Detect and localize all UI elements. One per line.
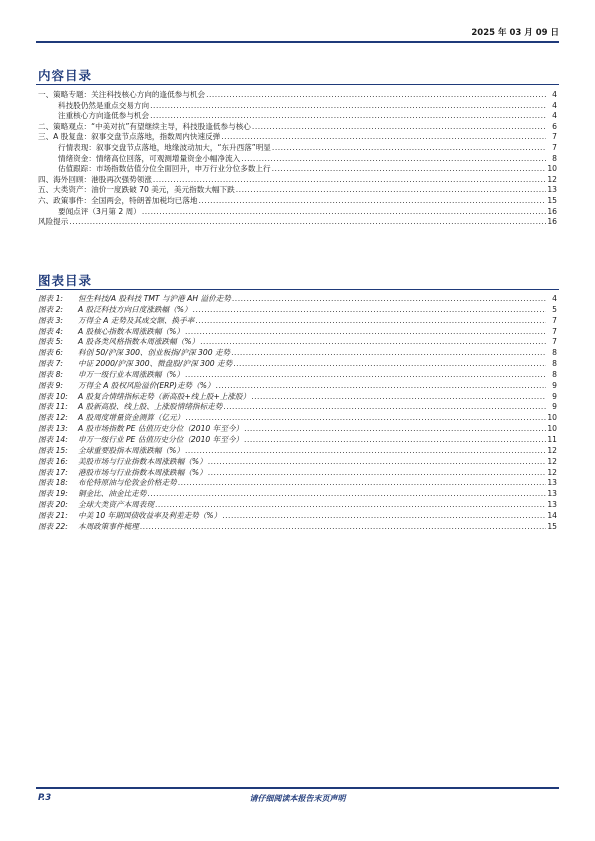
leader-dots [233, 359, 546, 370]
leader-dots [221, 132, 546, 143]
figure-text: 中美 10 年期国债收益率及利差走势（%） [78, 510, 222, 520]
toc-item-text: 科技股仍然是重点交易方向 [58, 100, 150, 110]
figure-item[interactable] [38, 457, 557, 468]
toc-item-text: 二、策略观点：“中美对抗”有望继续主导，科技股逢低参与核心 [38, 121, 251, 131]
figure-item[interactable] [38, 305, 557, 316]
figure-text: A 股周度增量资金测算（亿元） [78, 413, 185, 423]
toc-item[interactable] [38, 154, 557, 165]
figure-page: 9 [552, 402, 557, 412]
figure-item[interactable] [38, 402, 557, 413]
toc-item-page: 8 [552, 153, 557, 163]
figure-page: 5 [552, 304, 557, 314]
figure-item[interactable] [38, 424, 557, 435]
figures-title-rule [36, 289, 559, 290]
leader-dots [252, 122, 546, 133]
figure-text: 全球大类资产本周表现 [78, 500, 154, 510]
figure-label: 图表 17: [38, 467, 68, 477]
toc-item-text: 三、A 股复盘：叙事交盘节点落地，指数周内快速反弹 [38, 132, 221, 142]
figure-label: 图表 5: [38, 337, 63, 347]
footer-rule [36, 787, 559, 789]
toc-item-page: 4 [552, 90, 557, 99]
figure-label: 图表 8: [38, 369, 63, 379]
header-rule [36, 41, 559, 43]
figure-text: 铜金比、油金比走势 [78, 489, 147, 499]
figure-label: 图表 22: [38, 521, 68, 531]
toc-item-text: 风险提示 [38, 217, 69, 227]
figure-page: 11 [547, 434, 557, 444]
figure-text: 全球重要股指本周涨跌幅（%） [78, 445, 184, 455]
toc-item[interactable] [38, 175, 557, 186]
leader-dots [185, 446, 546, 457]
leader-dots [208, 468, 546, 479]
figure-page: 9 [552, 380, 557, 390]
figure-item[interactable] [38, 327, 557, 338]
figure-item[interactable] [38, 294, 557, 305]
figure-label: 图表 19: [38, 489, 68, 499]
leader-dots [222, 511, 546, 522]
leader-dots [206, 90, 546, 101]
toc-item[interactable] [38, 164, 557, 175]
figure-item[interactable] [38, 478, 557, 489]
figure-text: 港股市场与行业指数本周涨跌幅（%） [78, 467, 207, 477]
toc-item-page: 12 [547, 174, 557, 184]
toc-item-text: 估值跟踪：市场指数估值分位全面回升，申万行业分位多数上行 [58, 164, 271, 174]
toc-title-rule [36, 84, 559, 85]
figure-label: 图表 15: [38, 445, 68, 455]
toc-item-page: 13 [547, 185, 557, 195]
figure-text: 申万一级行业 PE 估值历史分位（2010 年至今） [78, 434, 244, 444]
toc-item-page: 6 [552, 121, 557, 131]
leader-dots [185, 327, 546, 338]
figure-page: 4 [552, 294, 557, 303]
toc-item-page: 4 [552, 100, 557, 110]
figure-text: 万得全 A 股权风险溢价(ERP)走势（%） [78, 380, 215, 390]
figures-title: 图表目录 [38, 273, 93, 288]
figure-page: 14 [547, 510, 557, 520]
figure-item[interactable] [38, 511, 557, 522]
figure-label: 图表 2: [38, 304, 63, 314]
toc-item-text: 情绪资金：情绪高位回落，可观测增量资金小幅净流入 [58, 153, 241, 163]
figure-item[interactable] [38, 381, 557, 392]
leader-dots [155, 500, 546, 511]
figure-label: 图表 18: [38, 478, 68, 488]
figure-page: 9 [552, 391, 557, 401]
leader-dots [140, 522, 546, 533]
figure-text: 恒生科技/A 股科技 TMT 与沪港 AH 溢价走势 [78, 294, 231, 303]
figure-label: 图表 7: [38, 359, 63, 369]
figure-text: A 股核心指数本周涨跌幅（%） [78, 326, 184, 336]
figure-item[interactable] [38, 468, 557, 479]
disclaimer-note: 请仔细阅读本报告末页声明 [249, 794, 346, 803]
figure-page: 12 [547, 456, 557, 466]
toc-item-page: 7 [552, 142, 557, 152]
figure-page: 7 [552, 326, 557, 336]
figure-page: 15 [547, 521, 557, 531]
leader-dots [208, 457, 546, 468]
toc-item[interactable] [38, 207, 557, 218]
figure-text: A 股各类风格指数本周涨跌幅（%） [78, 337, 200, 347]
figure-page: 13 [547, 478, 557, 488]
leader-dots [198, 196, 546, 207]
figure-label: 图表 20: [38, 500, 68, 510]
leader-dots [241, 154, 546, 165]
figure-text: A 股泛科技方向日度涨跌幅（%） [78, 304, 192, 314]
figure-label: 图表 10: [38, 391, 68, 401]
figure-label: 图表 16: [38, 456, 68, 466]
figure-page: 8 [552, 359, 557, 369]
leader-dots [185, 413, 546, 424]
figure-label: 图表 9: [38, 380, 63, 390]
figure-text: A 股市场指数 PE 估值历史分位（2010 年至今） [78, 424, 244, 434]
figure-label: 图表 6: [38, 348, 63, 358]
toc-item[interactable] [38, 217, 557, 228]
leader-dots [150, 111, 546, 122]
leader-dots [150, 101, 546, 112]
figure-item[interactable] [38, 435, 557, 446]
leader-dots [193, 305, 546, 316]
toc-title: 内容目录 [38, 68, 93, 83]
leader-dots [231, 348, 546, 359]
toc-item-page: 15 [547, 195, 557, 205]
figure-text: 科创 50/沪深 300、创业板指/沪深 300 走势 [78, 348, 231, 358]
figure-item[interactable] [38, 337, 557, 348]
figure-text: A 股复合情绪指标走势（新高股+线上股+上涨股） [78, 391, 251, 401]
leader-dots [244, 424, 546, 435]
figure-label: 图表 14: [38, 434, 68, 444]
leader-dots [178, 478, 546, 489]
figure-item[interactable] [38, 500, 557, 511]
figure-page: 8 [552, 369, 557, 379]
report-date: 2025 年 03 月 09 日 [471, 28, 559, 38]
leader-dots [195, 316, 546, 327]
leader-dots [185, 370, 546, 381]
figure-page: 8 [552, 348, 557, 358]
figure-page: 12 [547, 445, 557, 455]
toc-item-page: 10 [547, 164, 557, 174]
toc-item-page: 16 [547, 217, 557, 227]
figure-page: 7 [552, 337, 557, 347]
figure-text: 中证 2000/沪深 300、微盘股/沪深 300 走势 [78, 359, 233, 369]
leader-dots [147, 489, 546, 500]
figure-page: 13 [547, 500, 557, 510]
figure-item[interactable] [38, 348, 557, 359]
figure-label: 图表 1: [38, 294, 63, 303]
figure-item[interactable] [38, 522, 557, 533]
toc-item-text: 一、策略专题：关注科技核心方向的逢低参与机会 [38, 90, 206, 99]
figure-text: 布伦特原油与伦敦金价格走势 [78, 478, 177, 488]
leader-dots [232, 294, 546, 305]
leader-dots [272, 164, 546, 175]
toc-list [38, 90, 557, 228]
page-number: P.3 [38, 793, 52, 803]
toc-item-page: 16 [547, 206, 557, 216]
figure-item[interactable] [38, 446, 557, 457]
figure-label: 图表 3: [38, 315, 63, 325]
toc-item[interactable] [38, 101, 557, 112]
figure-item[interactable] [38, 316, 557, 327]
figure-page: 10 [547, 424, 557, 434]
toc-item-text: 要闻点评（3月第 2 周） [58, 206, 141, 216]
toc-item-page: 4 [552, 111, 557, 121]
toc-item-text: 注重核心方向逢低参与机会 [58, 111, 150, 121]
figure-text: 万得全 A 走势及其成交额、换手率 [78, 315, 195, 325]
leader-dots [69, 217, 546, 228]
toc-item-page: 7 [552, 132, 557, 142]
figures-list [38, 294, 557, 533]
toc-item[interactable] [38, 196, 557, 207]
toc-item-text: 四、海外回顾：港股再次强势领涨 [38, 174, 152, 184]
figure-page: 13 [547, 489, 557, 499]
toc-item[interactable] [38, 111, 557, 122]
leader-dots [216, 381, 546, 392]
leader-dots [153, 175, 546, 186]
toc-item[interactable] [38, 143, 557, 154]
figure-label: 图表 4: [38, 326, 63, 336]
figure-label: 图表 12: [38, 413, 68, 423]
figure-page: 12 [547, 467, 557, 477]
leader-dots [200, 337, 546, 348]
figure-item[interactable] [38, 392, 557, 403]
figure-text: 本周政策事件梳理 [78, 521, 139, 531]
figure-item[interactable] [38, 370, 557, 381]
figure-label: 图表 11: [38, 402, 68, 412]
leader-dots [236, 185, 546, 196]
figure-label: 图表 21: [38, 510, 68, 520]
toc-item-text: 六、政策事件：全国两会，特朗普加税均已落地 [38, 195, 198, 205]
toc-item[interactable] [38, 185, 557, 196]
toc-item[interactable] [38, 90, 557, 101]
leader-dots [142, 207, 546, 218]
leader-dots [223, 402, 546, 413]
toc-item[interactable] [38, 132, 557, 143]
figure-text: 申万一级行业本周涨跌幅（%） [78, 369, 184, 379]
figure-label: 图表 13: [38, 424, 68, 434]
figure-page: 7 [552, 315, 557, 325]
figure-page: 10 [547, 413, 557, 423]
figure-text: A 股新高股、线上股、上涨股情绪指标走势 [78, 402, 223, 412]
leader-dots [272, 143, 546, 154]
toc-item-text: 五、大类资产：油价一度跌破 70 美元，美元指数大幅下跌 [38, 185, 235, 195]
figure-text: 美股市场与行业指数本周涨跌幅（%） [78, 456, 207, 466]
leader-dots [251, 392, 546, 403]
leader-dots [244, 435, 546, 446]
figure-item[interactable] [38, 359, 557, 370]
figure-item[interactable] [38, 413, 557, 424]
toc-item[interactable] [38, 122, 557, 133]
toc-item-text: 行情表现：叙事交盘节点落地，地缘波动加大，“东升西落”明显 [58, 142, 271, 152]
figure-item[interactable] [38, 489, 557, 500]
